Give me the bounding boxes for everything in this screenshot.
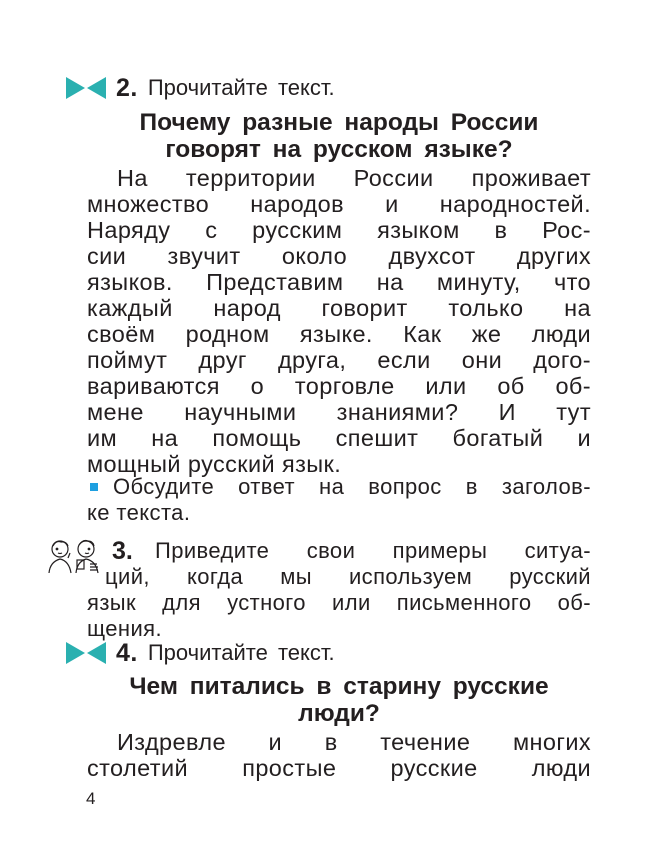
text-heading-line: люди? bbox=[298, 700, 380, 727]
task-number: 4. bbox=[116, 638, 138, 667]
read-marker-icon bbox=[66, 77, 106, 99]
task-2-header bbox=[66, 75, 335, 101]
text-heading-line: говорят на русском языке? bbox=[165, 136, 513, 163]
task-3-line: ций, когда мы используем русский bbox=[105, 564, 591, 589]
body-line: вариваются о торговле или об об- bbox=[87, 373, 591, 399]
task-3-line: Приведите свои примеры ситуа- bbox=[155, 538, 591, 563]
task-4-header bbox=[66, 640, 335, 666]
body-line: На территории России проживает bbox=[117, 165, 591, 191]
square-bullet-icon bbox=[90, 483, 98, 491]
task-3-line: щения. bbox=[87, 616, 162, 641]
bullet-line: Обсудите ответ на вопрос в заголов- bbox=[113, 474, 591, 499]
page-number: 4 bbox=[86, 789, 96, 808]
body-line: языков. Представим на минуту, что bbox=[87, 269, 591, 295]
body-line: сии звучит около двухсот других bbox=[87, 243, 591, 269]
task-number: 3. bbox=[112, 537, 133, 565]
body-line: множество народов и народностей. bbox=[87, 191, 591, 217]
body-line: им на помощь спешит богатый и bbox=[87, 425, 591, 451]
pair-work-icon bbox=[46, 538, 102, 574]
task-instruction: Прочитайте текст. bbox=[147, 75, 335, 100]
body-line: своём родном языке. Как же люди bbox=[87, 321, 591, 347]
task-number: 2. bbox=[116, 73, 138, 102]
text-heading-line: Чем питались в старину русские bbox=[129, 673, 549, 700]
body-line: Наряду с русским языком в Рос- bbox=[87, 217, 591, 243]
task-3-line: язык для устного или письменного об- bbox=[87, 590, 591, 615]
text-heading-line: Почему разные народы России bbox=[139, 109, 539, 136]
task-instruction: Прочитайте текст. bbox=[147, 640, 335, 665]
body-line: Издревле и в течение многих bbox=[117, 729, 591, 755]
body-line: мене научными знаниями? И тут bbox=[87, 399, 591, 425]
body-line: каждый народ говорит только на bbox=[87, 295, 591, 321]
bullet-line: ке текста. bbox=[87, 500, 191, 525]
body-line: столетий простые русские люди bbox=[87, 755, 591, 781]
body-line: поймут друг друга, если они дого- bbox=[87, 347, 591, 373]
read-marker-icon bbox=[66, 642, 106, 664]
body-line: мощный русский язык. bbox=[87, 451, 342, 477]
